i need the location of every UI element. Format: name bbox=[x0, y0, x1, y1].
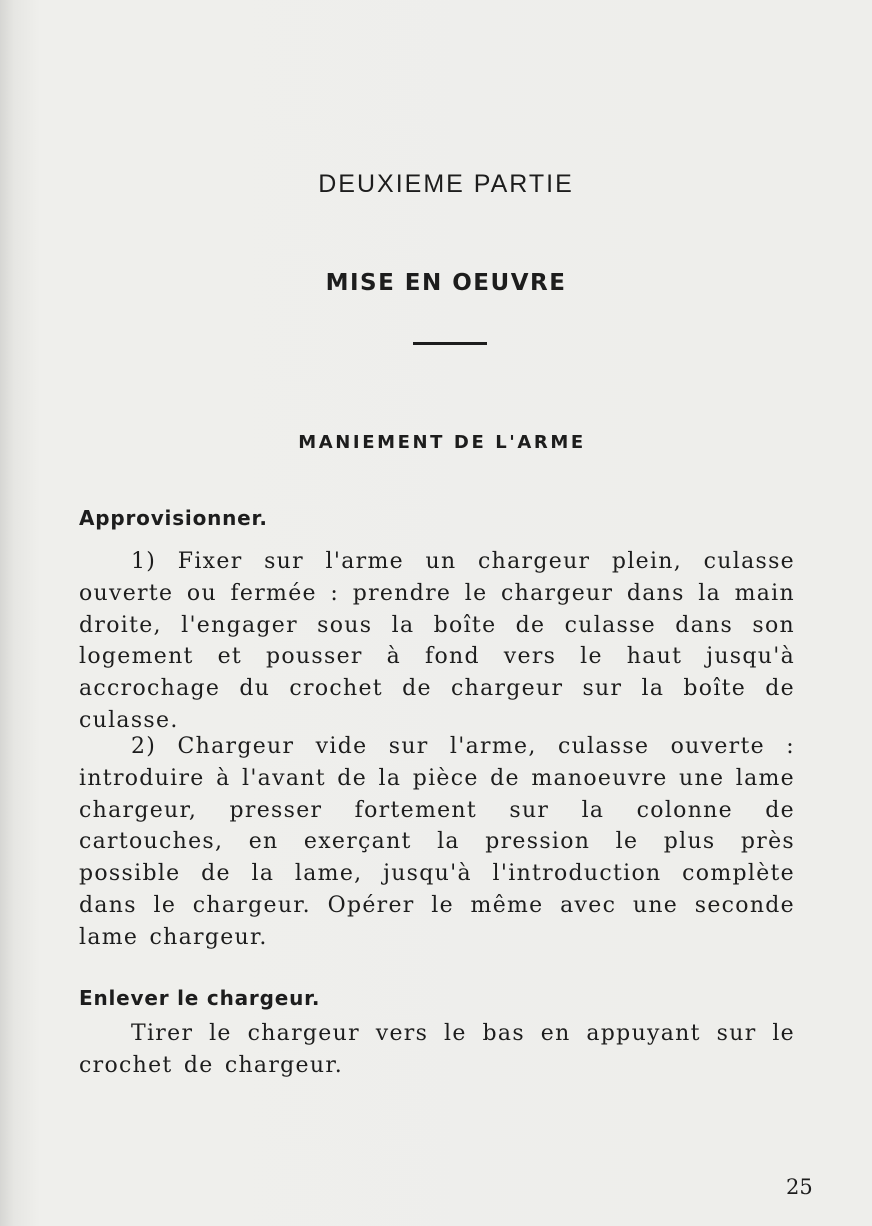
paragraph-tirer-chargeur: Tirer le chargeur vers le bas en appuyant sur le crochet de chargeur. bbox=[79, 1021, 795, 1078]
heading-enlever-chargeur: Enlever le chargeur. bbox=[79, 986, 321, 1010]
subsection-title: MANIEMENT DE L'ARME bbox=[298, 432, 586, 453]
paragraph-chargeur-vide: 2) Chargeur vide sur l'arme, culasse ouverte : introduire à l'avant de la pièce de manoeuvre une lame chargeur, presser fortement sur la colonne de cartouches, en exerçant la pression le plus près possible de la lame, jusqu'à l'introduction complète dans le chargeur. Opérer le même avec une seconde lame chargeur. bbox=[79, 734, 795, 950]
paragraph-fixer-chargeur: 1) Fixer sur l'arme un chargeur plein, culasse ouverte ou fermée : prendre le chargeur dans la main droite, l'engager sous la boîte de culasse dans son logement et pousser à fond vers le haut jusqu'à accrochage du crochet de chargeur sur la boîte de culasse. bbox=[79, 549, 795, 733]
part-title: DEUXIEME PARTIE bbox=[318, 170, 574, 198]
page-number: 25 bbox=[786, 1175, 813, 1199]
section-title: MISE EN OEUVRE bbox=[325, 270, 567, 296]
divider-rule bbox=[413, 342, 487, 345]
heading-approvisionner: Approvisionner. bbox=[79, 506, 268, 530]
